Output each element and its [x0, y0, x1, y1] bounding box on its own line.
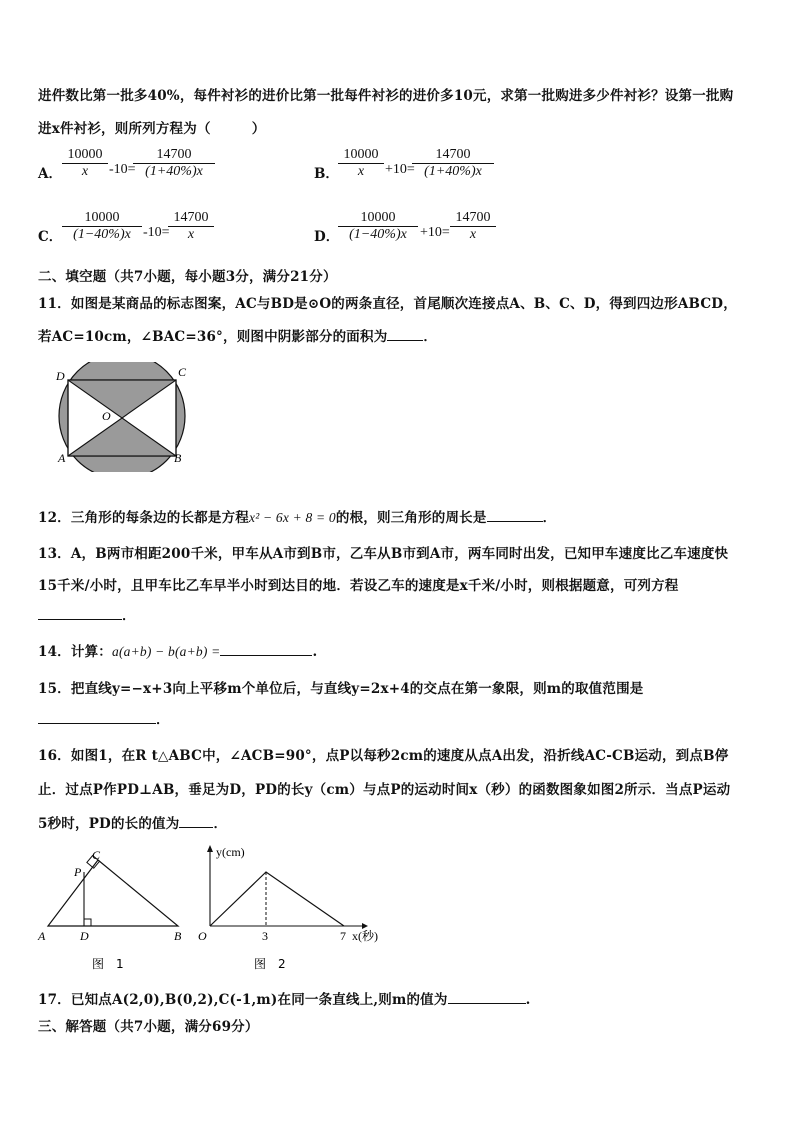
option-d-num1: 10000	[338, 210, 418, 227]
option-a-num1: 10000	[62, 147, 108, 164]
option-a-label: A．	[38, 166, 62, 182]
fig2-xlabel: x(秒)	[352, 929, 378, 943]
function-graph	[210, 872, 344, 926]
q11-answer-blank[interactable]	[387, 328, 423, 341]
label-a: A	[58, 451, 66, 465]
q12	[38, 506, 556, 526]
q11-line1: 11．如图是某商品的标志图案，AC与BD是⊙O的两条直径，首尾顺次连接点A、B、C、D，得到四边形ABCD，	[38, 296, 737, 312]
q12-answer-blank[interactable]	[487, 509, 543, 522]
y-axis-arrow-icon	[207, 845, 213, 852]
q10-line1: 进件数比第一批多40%，每件衬衫的进价比第一批每件衬衫的进价多10元，求第一批购进多少件衬衫？设第一批购	[38, 88, 734, 104]
option-c-num1: 10000	[62, 210, 142, 227]
q15-line2	[38, 708, 170, 728]
q17-end: .	[525, 992, 531, 1008]
option-c-den1: (1−40%)x	[73, 227, 131, 242]
q16-figure1	[36, 846, 196, 976]
q10-line2: 进x件衬衫，则所列方程为（ ）	[38, 121, 266, 137]
q15-answer-blank[interactable]	[38, 711, 156, 724]
q16-figure2	[196, 840, 396, 980]
option-d-frac2	[450, 210, 496, 243]
q14-expression: a(a+b) − b(a+b) =	[112, 644, 221, 659]
option-c-op: -10=	[143, 225, 170, 240]
q11-line2-text: 若AC=10cm，∠BAC=36°，则图中阴影部分的面积为	[38, 329, 388, 345]
right-angle-d	[84, 919, 91, 926]
fig2-ylabel: y(cm)	[216, 845, 245, 859]
option-b-den2: (1+40%)x	[424, 164, 482, 179]
q17-answer-blank[interactable]	[448, 991, 526, 1004]
label-c: C	[178, 365, 187, 379]
q14-text: 14．计算：	[38, 644, 112, 660]
section3-title: 三、解答题（共7小题，满分69分）	[38, 1019, 259, 1035]
option-b-num1: 10000	[338, 147, 384, 164]
fig2-tick-7: 7	[340, 929, 346, 943]
option-d-op: +10=	[420, 225, 450, 240]
q14	[38, 640, 317, 660]
q14-answer-blank[interactable]	[220, 643, 312, 656]
option-a-op: -10=	[109, 162, 136, 177]
q16-line2: 止．过点P作PD⊥AB，垂足为D，PD的长y（cm）与点P的运动时间x（秒）的函数图象如图2所示．当点P运动	[38, 782, 731, 798]
fig1-label-a: A	[38, 929, 46, 943]
fig1-label-d: D	[80, 929, 89, 943]
q12-text2: 的根，则三角形的周长是	[335, 510, 487, 526]
q16-line1: 16．如图1，在R t△ABC中，∠ACB=90°，点P以每秒2cm的速度从点A出发，沿折线AC-CB运动，到点B停	[38, 748, 729, 764]
q17	[38, 988, 531, 1008]
option-b-label: B．	[314, 166, 339, 182]
fig2-tick-3: 3	[262, 929, 268, 943]
q12-equation: x² − 6x + 8 = 0	[249, 510, 336, 525]
q11-figure	[50, 362, 200, 472]
q13-answer-blank[interactable]	[38, 607, 122, 620]
fig2-origin: O	[198, 929, 207, 943]
fig2-caption: 图 2	[254, 957, 286, 971]
option-c-frac2	[168, 210, 214, 243]
option-a-num2: 14700	[133, 147, 215, 164]
q12-text1: 12．三角形的每条边的长都是方程	[38, 510, 249, 526]
label-o: O	[102, 409, 111, 423]
q13-line3	[38, 604, 136, 624]
q13-line2: 15千米/小时，且甲车比乙车早半小时到达目的地．若设乙车的速度是x千米/小时，则根据题意，可列方程	[38, 578, 679, 594]
option-d-label: D．	[314, 229, 340, 245]
q15-line1: 15．把直线y=−x+3向上平移m个单位后，与直线y=2x+4的交点在第一象限，则m的取值范围是	[38, 681, 644, 697]
fig1-label-b: B	[174, 929, 182, 943]
q16-end: ．	[213, 816, 228, 832]
q11-end: ．	[423, 329, 438, 345]
fig1-label-p: P	[74, 865, 82, 879]
option-a-den2: (1+40%)x	[145, 164, 203, 179]
q15-end: ．	[156, 712, 170, 728]
q13-line1: 13．A，B两市相距200千米，甲车从A市到B市，乙车从B市到A市，两车同时出发，已知甲车速度比乙车速度快	[38, 546, 729, 562]
option-c-frac1	[62, 210, 142, 243]
option-d-den2: x	[469, 227, 477, 242]
option-d-frac1	[338, 210, 418, 243]
q16-answer-blank[interactable]	[179, 815, 213, 828]
q11-line2	[38, 325, 437, 345]
option-d-num2: 14700	[450, 210, 496, 227]
q13-end: ．	[122, 608, 136, 624]
q17-text: 17．已知点A(2,0),B(0,2),C(-1,m)在同一条直线上,则m的值为	[38, 992, 448, 1008]
option-a-frac1	[62, 147, 108, 180]
option-c-label: C．	[38, 229, 63, 245]
option-a-den1: x	[81, 164, 89, 179]
q12-end: ．	[542, 510, 557, 526]
option-c-den2: x	[187, 227, 195, 242]
option-c-num2: 14700	[168, 210, 214, 227]
q16-line3	[38, 812, 227, 832]
triangle-abc	[48, 860, 178, 926]
fig1-caption: 图 1	[92, 957, 124, 971]
label-b: B	[174, 451, 182, 465]
section2-title: 二、填空题（共7小题，每小题3分，满分21分）	[38, 269, 337, 285]
fig1-label-c: C	[92, 848, 101, 862]
option-b-frac2	[412, 147, 494, 180]
option-b-frac1	[338, 147, 384, 180]
option-a-frac2	[133, 147, 215, 180]
option-b-num2: 14700	[412, 147, 494, 164]
option-b-den1: x	[357, 164, 365, 179]
q16-line3-text: 5秒时，PD的长的值为	[38, 816, 180, 832]
option-b-op: +10=	[385, 162, 415, 177]
q14-end: .	[312, 644, 318, 660]
option-d-den1: (1−40%)x	[349, 227, 407, 242]
label-d: D	[56, 369, 65, 383]
